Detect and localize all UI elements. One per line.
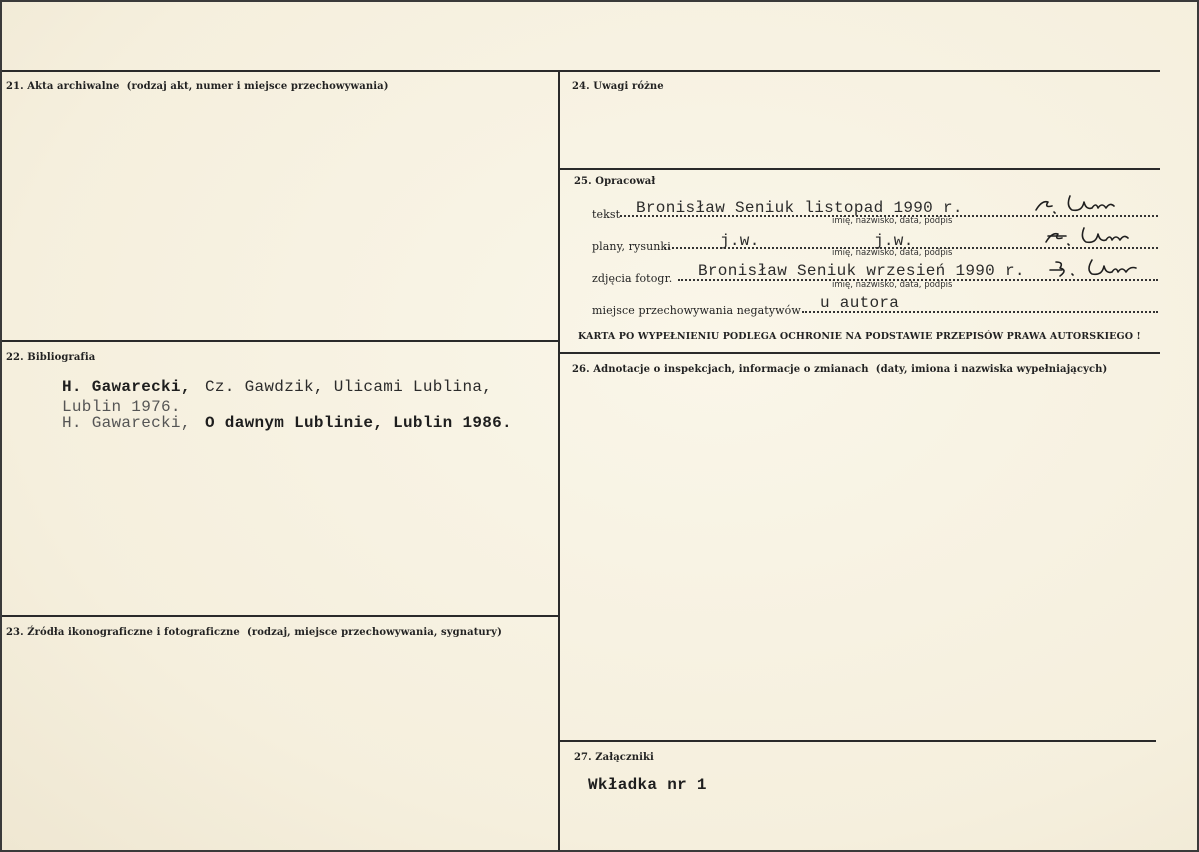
bibliography-line-3b: O dawnym Lublinie, Lublin 1986. <box>205 414 512 432</box>
rule-left-21-22 <box>2 340 559 342</box>
copyright-warning: KARTA PO WYPEŁNIENIU PODLEGA OCHRONIE NA PODSTAWIE PRZEPISÓW PRAWA AUTORSKIEGO ! <box>578 331 1141 342</box>
top-rule <box>2 70 1160 72</box>
tekst-caption: imię, nazwisko, data, podpis <box>832 216 953 226</box>
plany-label: plany, rysunki <box>592 240 671 253</box>
plany-value-b: j.w. <box>874 232 914 250</box>
zdjecia-caption: imię, nazwisko, data, podpis <box>832 280 953 290</box>
negatywy-value: u autora <box>820 294 900 312</box>
signature-2 <box>1042 224 1142 250</box>
tekst-value: Bronisław Seniuk listopad 1990 r. <box>636 199 963 217</box>
field-21-label <box>6 81 389 92</box>
bibliography-line-1a: H. Gawarecki, <box>62 378 191 396</box>
field-23-label <box>6 627 502 638</box>
rule-right-25-26 <box>559 352 1160 354</box>
rule-right-24-25 <box>559 168 1160 170</box>
field-23-subtitle: (rodzaj, miejsce przechowywania, sygnatury) <box>247 627 502 638</box>
tekst-label: tekst <box>592 208 621 221</box>
miejsce-label: miejsce przechowywania negatywów <box>592 304 801 317</box>
plany-value-a: j.w. <box>720 232 760 250</box>
field-24-label: 24. Uwagi różne <box>572 81 664 92</box>
column-divider <box>558 70 560 850</box>
zdjecia-value: Bronisław Seniuk wrzesień 1990 r. <box>698 262 1025 280</box>
signature-1 <box>1032 192 1142 218</box>
rule-right-26-27 <box>559 740 1156 742</box>
bibliography-line-3a: H. Gawarecki, <box>62 414 191 432</box>
rule-left-22-23 <box>2 615 559 617</box>
field-26-title: 26. Adnotacje o inspekcjach, informacje o zmianach <box>572 364 869 375</box>
field-27-label: 27. Załączniki <box>574 752 654 763</box>
field-25-label: 25. Opracował <box>574 176 656 187</box>
field-23-title: 23. Źródła ikonograficzne i fotograficzne <box>6 627 240 638</box>
bibliography-line-1b: Cz. Gawdzik, Ulicami Lublina, <box>205 378 493 396</box>
field-21-title: 21. Akta archiwalne <box>6 81 120 92</box>
bibliography-line-2: Lublin 1976. <box>62 398 181 416</box>
plany-caption: imię, nazwisko, data, podpis <box>832 248 953 258</box>
field-22-label: 22. Bibliografia <box>6 352 96 363</box>
record-card <box>2 2 1197 850</box>
field-21-subtitle: (rodzaj akt, numer i miejsce przechowywania) <box>126 81 389 92</box>
field-26-subtitle: (daty, imiona i nazwiska wypełniających) <box>875 364 1108 375</box>
zdjecia-label: zdjęcia fotogr. <box>592 272 673 285</box>
attachment-value: Wkładka nr 1 <box>588 776 707 794</box>
signature-3 <box>1048 254 1152 282</box>
field-26-label <box>572 364 1107 375</box>
